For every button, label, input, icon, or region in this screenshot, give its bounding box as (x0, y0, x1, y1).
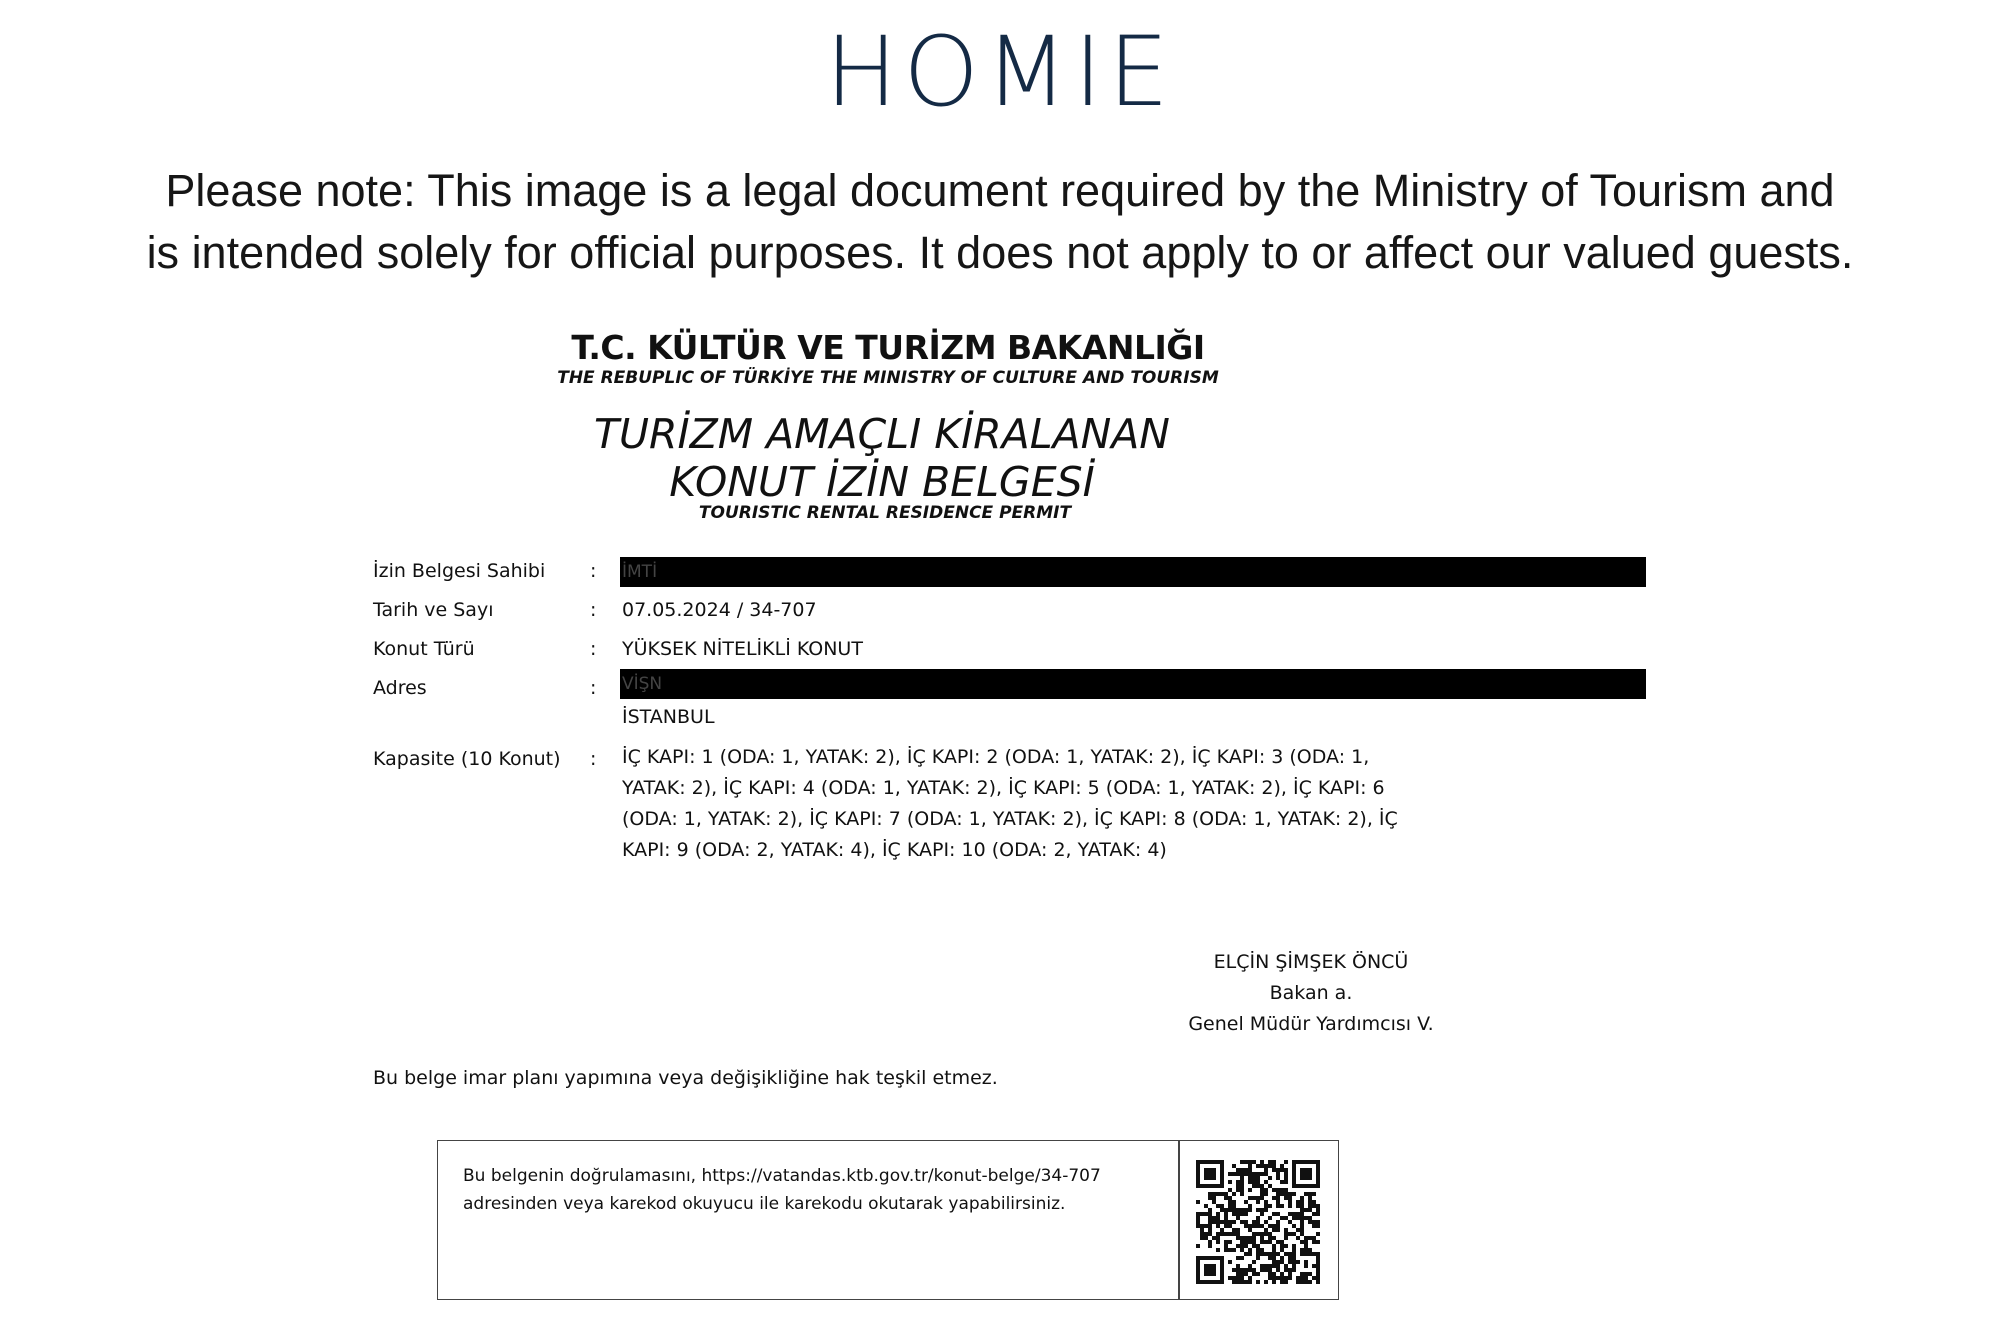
address-city: İSTANBUL (622, 706, 715, 728)
capacity-line: YATAK: 2), İÇ KAPI: 4 (ODA: 1, YATAK: 2), İÇ KAPI: 5 (ODA: 1, YATAK: 2), İÇ KAPI: 6 (622, 777, 1385, 799)
ministry-name-en: THE REBUPLIC OF TÜRKİYE THE MINISTRY OF CULTURE AND TOURISM (557, 368, 1219, 388)
signatory-name: ELÇİN ŞİMŞEK ÖNCÜ (1213, 951, 1409, 973)
ministry-name: T.C. KÜLTÜR VE TURİZM BAKANLIĞI (571, 328, 1205, 367)
address-colon: : (590, 677, 597, 699)
signatory-on-behalf: Bakan a. (1269, 982, 1353, 1004)
verification-text (463, 1162, 1101, 1218)
capacity-colon: : (590, 748, 597, 770)
signatory-position: Genel Müdür Yardımcısı V. (1188, 1013, 1434, 1035)
holder-redacted-value (620, 557, 1646, 587)
address-label: Adres (373, 677, 427, 699)
legal-note (0, 160, 2000, 284)
permit-title-en: TOURISTIC RENTAL RESIDENCE PERMIT (698, 503, 1072, 523)
date-value: 07.05.2024 / 34-707 (622, 599, 817, 621)
type-colon: : (590, 638, 597, 660)
type-value: YÜKSEK NİTELİKLİ KONUT (622, 638, 863, 660)
capacity-line: KAPI: 9 (ODA: 2, YATAK: 4), İÇ KAPI: 10 (ODA: 2, YATAK: 4) (622, 839, 1167, 861)
legal-note-line-2: is intended solely for official purposes. It does not apply to or affect our valued guests. (146, 227, 1854, 278)
legal-note-line-1: Please note: This image is a legal document required by the Ministry of Tourism and (165, 165, 1835, 216)
holder-colon: : (590, 560, 597, 582)
qr-code-icon[interactable] (1196, 1160, 1320, 1284)
date-label: Tarih ve Sayı (373, 599, 494, 621)
holder-value: İMTİ (622, 562, 658, 582)
capacity-label: Kapasite (10 Konut) (373, 748, 561, 770)
address-value: VİŞN (622, 674, 663, 694)
capacity-line: (ODA: 1, YATAK: 2), İÇ KAPI: 7 (ODA: 1, YATAK: 2), İÇ KAPI: 8 (ODA: 1, YATAK: 2), İÇ (622, 808, 1398, 830)
date-colon: : (590, 599, 597, 621)
permit-title-line-1: TURİZM AMAÇLI KİRALANAN (594, 410, 1170, 458)
verification-divider (1178, 1140, 1180, 1300)
verification-line-1: Bu belgenin doğrulamasını, https://vatandas.ktb.gov.tr/konut-belge/34-707 (463, 1166, 1101, 1186)
verification-line-2: adresinden veya karekod okuyucu ile karekodu okutarak yapabilirsiniz. (463, 1194, 1066, 1214)
permit-title-line-2: KONUT İZİN BELGESİ (669, 458, 1095, 506)
type-label: Konut Türü (373, 638, 475, 660)
homie-logo: HOMIE (825, 16, 1175, 128)
address-redacted-value (620, 669, 1646, 699)
disclaimer: Bu belge imar planı yapımına veya değişikliğine hak teşkil etmez. (373, 1067, 998, 1089)
capacity-value (622, 742, 1442, 866)
holder-label: İzin Belgesi Sahibi (373, 560, 546, 582)
permit-title (0, 410, 1764, 506)
capacity-line: İÇ KAPI: 1 (ODA: 1, YATAK: 2), İÇ KAPI: 2 (ODA: 1, YATAK: 2), İÇ KAPI: 3 (ODA: 1, (622, 746, 1370, 768)
